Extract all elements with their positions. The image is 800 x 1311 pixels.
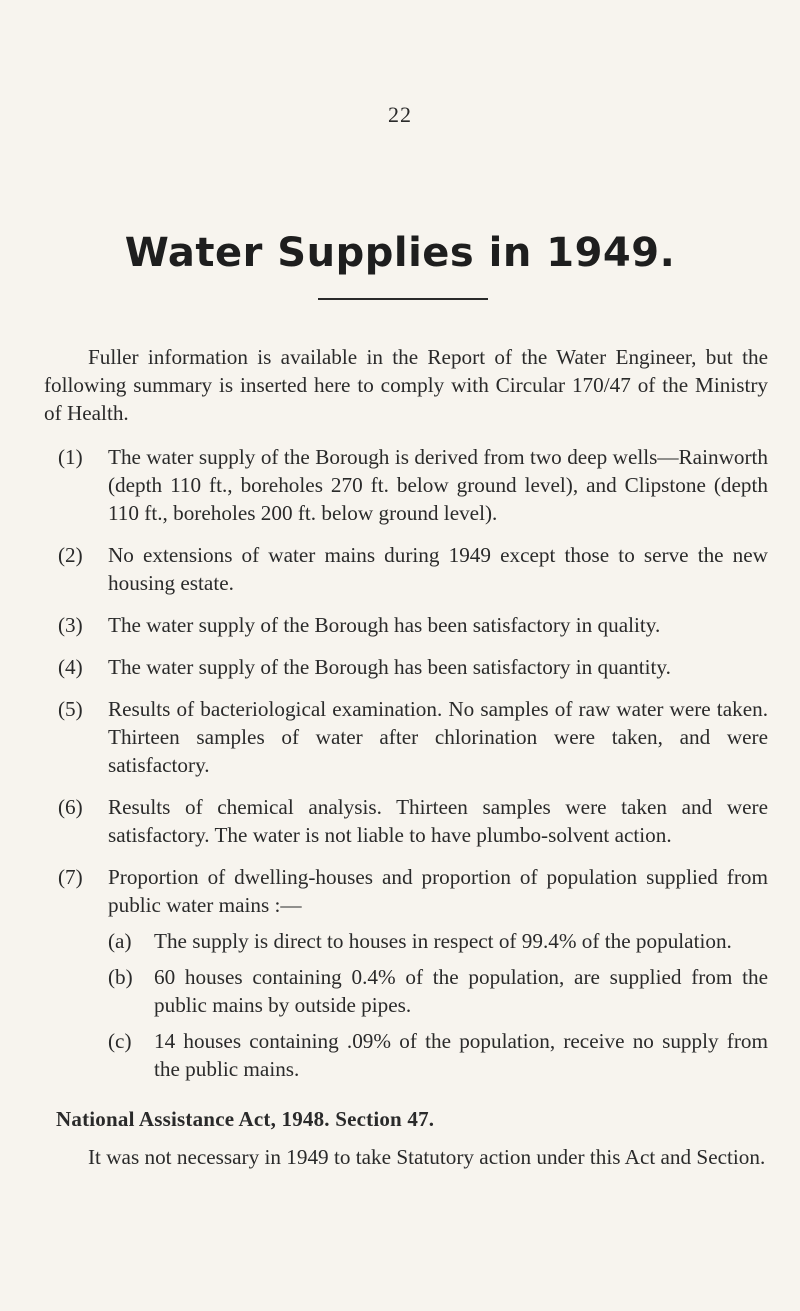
subitem-text: 14 houses containing .09% of the population, receive no supply from the public mains.: [154, 1029, 768, 1081]
item-text: Results of chemical analysis. Thirteen samples were taken and were satisfactory. The water is not liable to have plumbo-solvent action.: [108, 795, 768, 847]
item-text: Proportion of dwelling-houses and proportion of population supplied from public water mains :—: [108, 865, 768, 917]
sub-list-item: [44, 927, 768, 955]
item-number: (7): [58, 865, 83, 889]
subitem-text: The supply is direct to houses in respect of 99.4% of the population.: [154, 929, 732, 953]
page-title: Water Supplies in 1949.: [124, 230, 676, 276]
document-body: [44, 343, 768, 1171]
sub-list-item: [44, 1027, 768, 1083]
item-text: No extensions of water mains during 1949 except those to serve the new housing estate.: [108, 543, 768, 595]
item-text: The water supply of the Borough has been satisfactory in quantity.: [108, 655, 671, 679]
subitem-letter: (a): [108, 929, 132, 953]
list-item: [44, 443, 768, 527]
item-text: Results of bacteriological examination. No samples of raw water were taken. Thirteen samples of water after chlorination were taken, and were satisfactory.: [108, 697, 768, 777]
item-number: (6): [58, 795, 83, 819]
list-item: [44, 541, 768, 597]
list-item: [44, 793, 768, 849]
intro-paragraph: Fuller information is available in the Report of the Water Engineer, but the following summary is inserted here to comply with Circular 170/47 of the Ministry of Health.: [44, 345, 768, 425]
subitem-letter: (b): [108, 965, 133, 989]
item-number: (5): [58, 697, 83, 721]
section-heading: National Assistance Act, 1948. Section 47.: [56, 1107, 435, 1131]
closing-paragraph: It was not necessary in 1949 to take Statutory action under this Act and Section.: [88, 1145, 766, 1169]
subitem-text: 60 houses containing 0.4% of the population, are supplied from the public mains by outside pipes.: [154, 965, 768, 1017]
list-item: [44, 653, 768, 681]
item-number: (4): [58, 655, 83, 679]
item-number: (2): [58, 543, 83, 567]
subitem-letter: (c): [108, 1029, 132, 1053]
item-text: The water supply of the Borough has been satisfactory in quality.: [108, 613, 661, 637]
page-number: 22: [388, 102, 412, 127]
title-divider: [318, 298, 488, 300]
item-number: (1): [58, 445, 83, 469]
item-number: (3): [58, 613, 83, 637]
list-item: [44, 611, 768, 639]
list-item: [44, 863, 768, 919]
item-text: The water supply of the Borough is derived from two deep wells—Rainworth (depth 110 ft., boreholes 270 ft. below ground level), and Clipstone (depth 110 ft., boreholes 200 ft. below ground level).: [108, 445, 768, 525]
list-item: [44, 695, 768, 779]
sub-list-item: [44, 963, 768, 1019]
